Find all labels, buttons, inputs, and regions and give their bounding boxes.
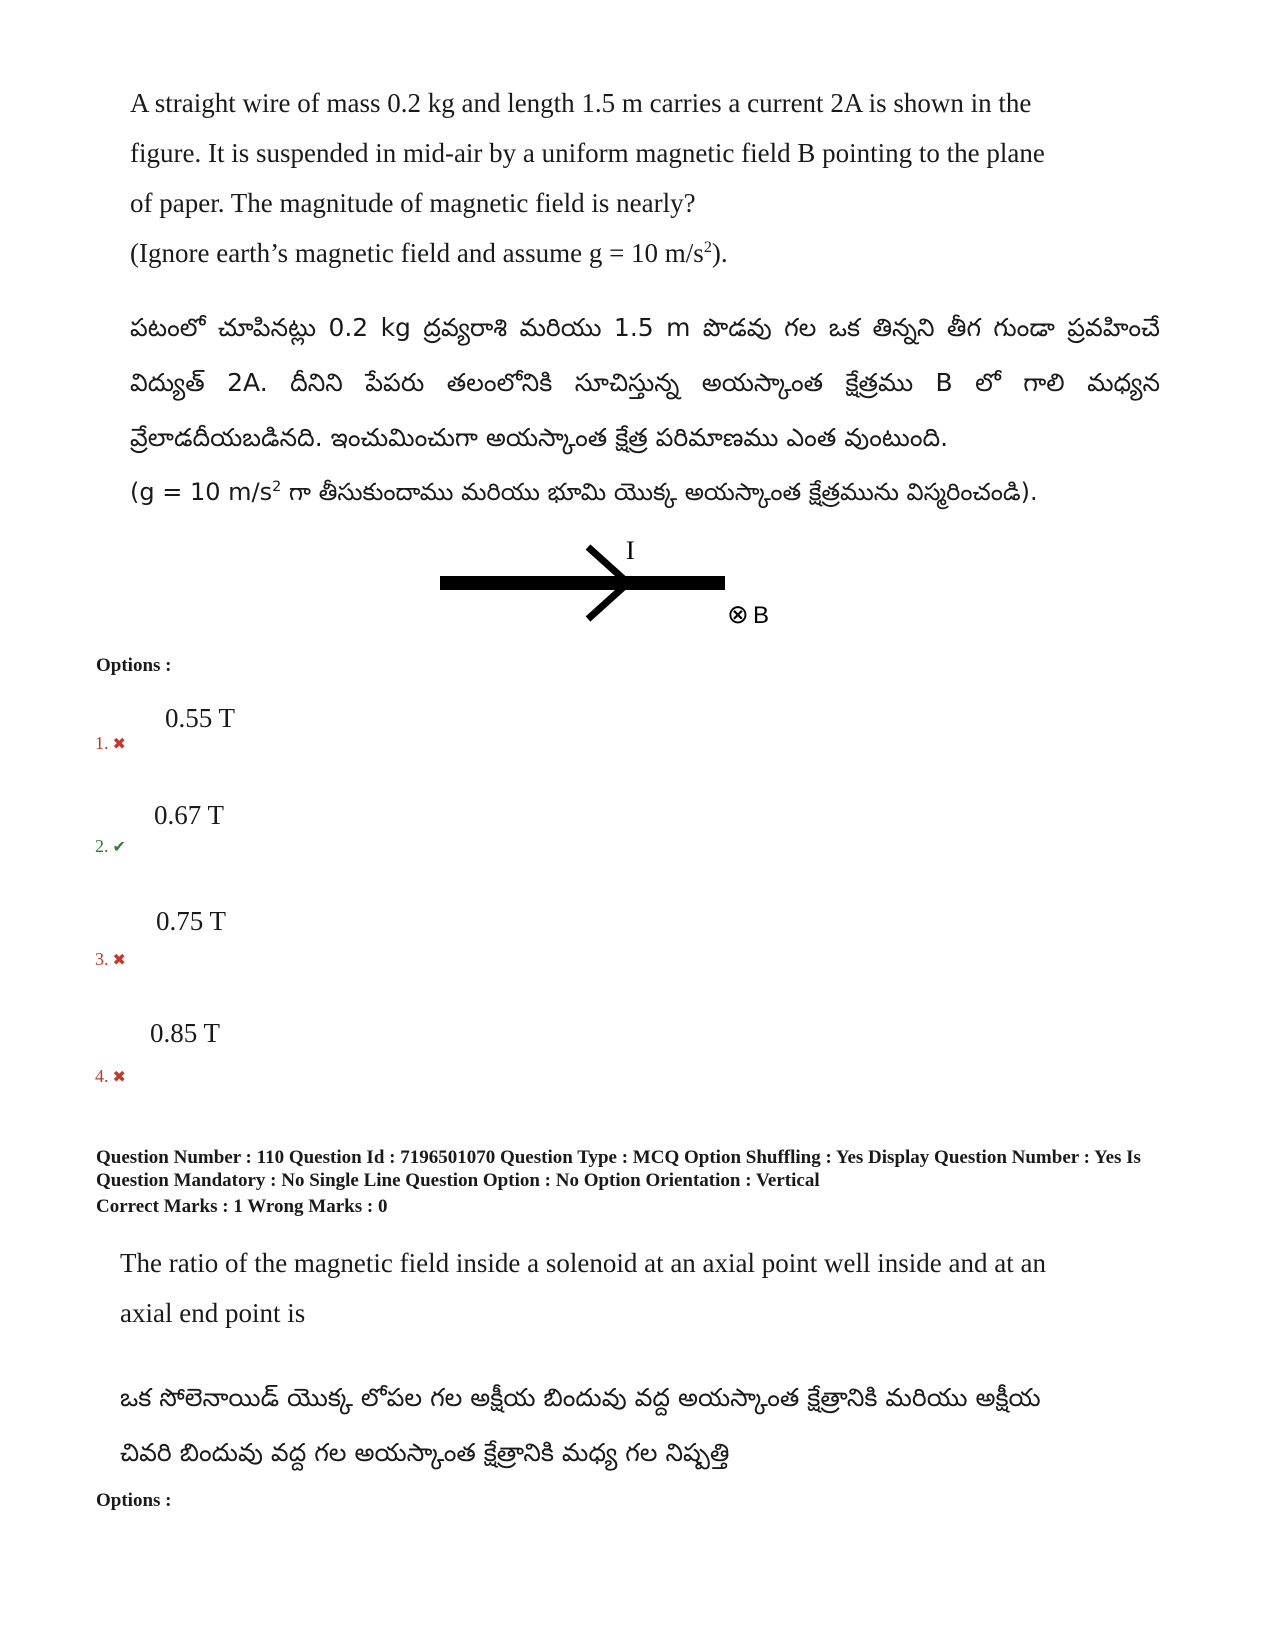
q1-option-1-number: 1. ✖	[95, 733, 126, 753]
wire	[440, 576, 725, 590]
q2-line-1: The ratio of the magnetic field inside a solenoid at an axial point well inside and at an	[120, 1248, 1046, 1278]
q1-option-4-number: 4. ✖	[95, 1066, 126, 1086]
q1-option-1-value[interactable]: 0.55 T	[165, 703, 236, 733]
q2-line-2: axial end point is	[120, 1298, 306, 1328]
q2-meta	[96, 1146, 1196, 1218]
wire-diagram	[440, 536, 800, 635]
wire-figure	[440, 536, 800, 640]
q1-line-3: of paper. The magnitude of magnetic field is nearly?	[130, 188, 696, 218]
q2-english-text	[120, 1238, 1150, 1338]
q1-telugu-text	[130, 300, 1160, 520]
q1-options-label: Options :	[96, 655, 172, 676]
q1-option-4-value[interactable]: 0.85 T	[150, 1018, 221, 1048]
field-into-page-icon: ⊗	[727, 600, 749, 630]
wrong-mark-icon: ✖	[112, 736, 126, 753]
q1-english-text	[130, 78, 1160, 278]
q1-option-3-value[interactable]: 0.75 T	[156, 906, 227, 936]
q1-line-2: figure. It is suspended in mid-air by a uniform magnetic field B pointing to the plane	[130, 138, 1045, 168]
q1-line-1: A straight wire of mass 0.2 kg and length 1.5 m carries a current 2A is shown in the	[130, 88, 1032, 118]
q2-meta-line-2: Question Mandatory : No Single Line Question Option : No Option Orientation : Vertical	[96, 1170, 820, 1191]
q2-meta-line-3: Correct Marks : 1 Wrong Marks : 0	[96, 1196, 388, 1217]
q1-option-3-number: 3. ✖	[95, 949, 126, 969]
q2-telugu-line-1: ఒక సోలెనాయిడ్ యొక్క లోపల గల అక్షీయ బిందువు వద్ద అయస్కాంత క్షేత్రానికి మరియు అక్షీయ	[120, 1383, 1041, 1412]
q2-meta-line-1: Question Number : 110 Question Id : 7196501070 Question Type : MCQ Option Shuffling : Yes Display Question Number : Yes Is	[96, 1147, 1141, 1168]
q2-telugu-line-2: చివరి బిందువు వద్ద గల అయస్కాంత క్షేత్రానికి మధ్య గల నిష్పత్తి	[120, 1438, 730, 1467]
q2-telugu-text	[120, 1370, 1150, 1480]
field-label: B	[753, 602, 770, 629]
q1-note: (Ignore earth’s magnetic field and assume g = 10 $m/s^2$).	[130, 238, 728, 268]
wrong-mark-icon: ✖	[112, 1069, 126, 1086]
current-label: I	[626, 536, 635, 565]
q1-telugu-note: (g = 10 $m/s^2$ గా తీసుకుందాము మరియు భూమి యొక్క అయస్కాంత క్షేత్రమును విస్మరించండి).	[130, 478, 1038, 506]
q1-option-2-number: 2. ✔	[95, 836, 126, 856]
wrong-mark-icon: ✖	[112, 952, 126, 969]
correct-check-icon: ✔	[112, 839, 126, 856]
q2-options-label: Options :	[96, 1490, 172, 1511]
q1-telugu-body: పటంలో చూపినట్లు 0.2 kg ద్రవ్యరాశి మరియు 1.5 m పొడవు గల ఒక తిన్నని తీగ గుండా ప్రవహించే విద్యుత్ 2A. దీనిని పేపరు తలంలోనికి సూచిస్తున్న అయస్కాంత క్షేత్రము B లో గాలి మధ్యన వ్రేలాడదీయబడినది. ఇంచుమించుగా అయస్కాంత క్షేత్ర పరిమాణము ఎంత వుంటుంది.	[130, 313, 1160, 452]
q1-option-2-value[interactable]: 0.67 T	[154, 800, 225, 830]
